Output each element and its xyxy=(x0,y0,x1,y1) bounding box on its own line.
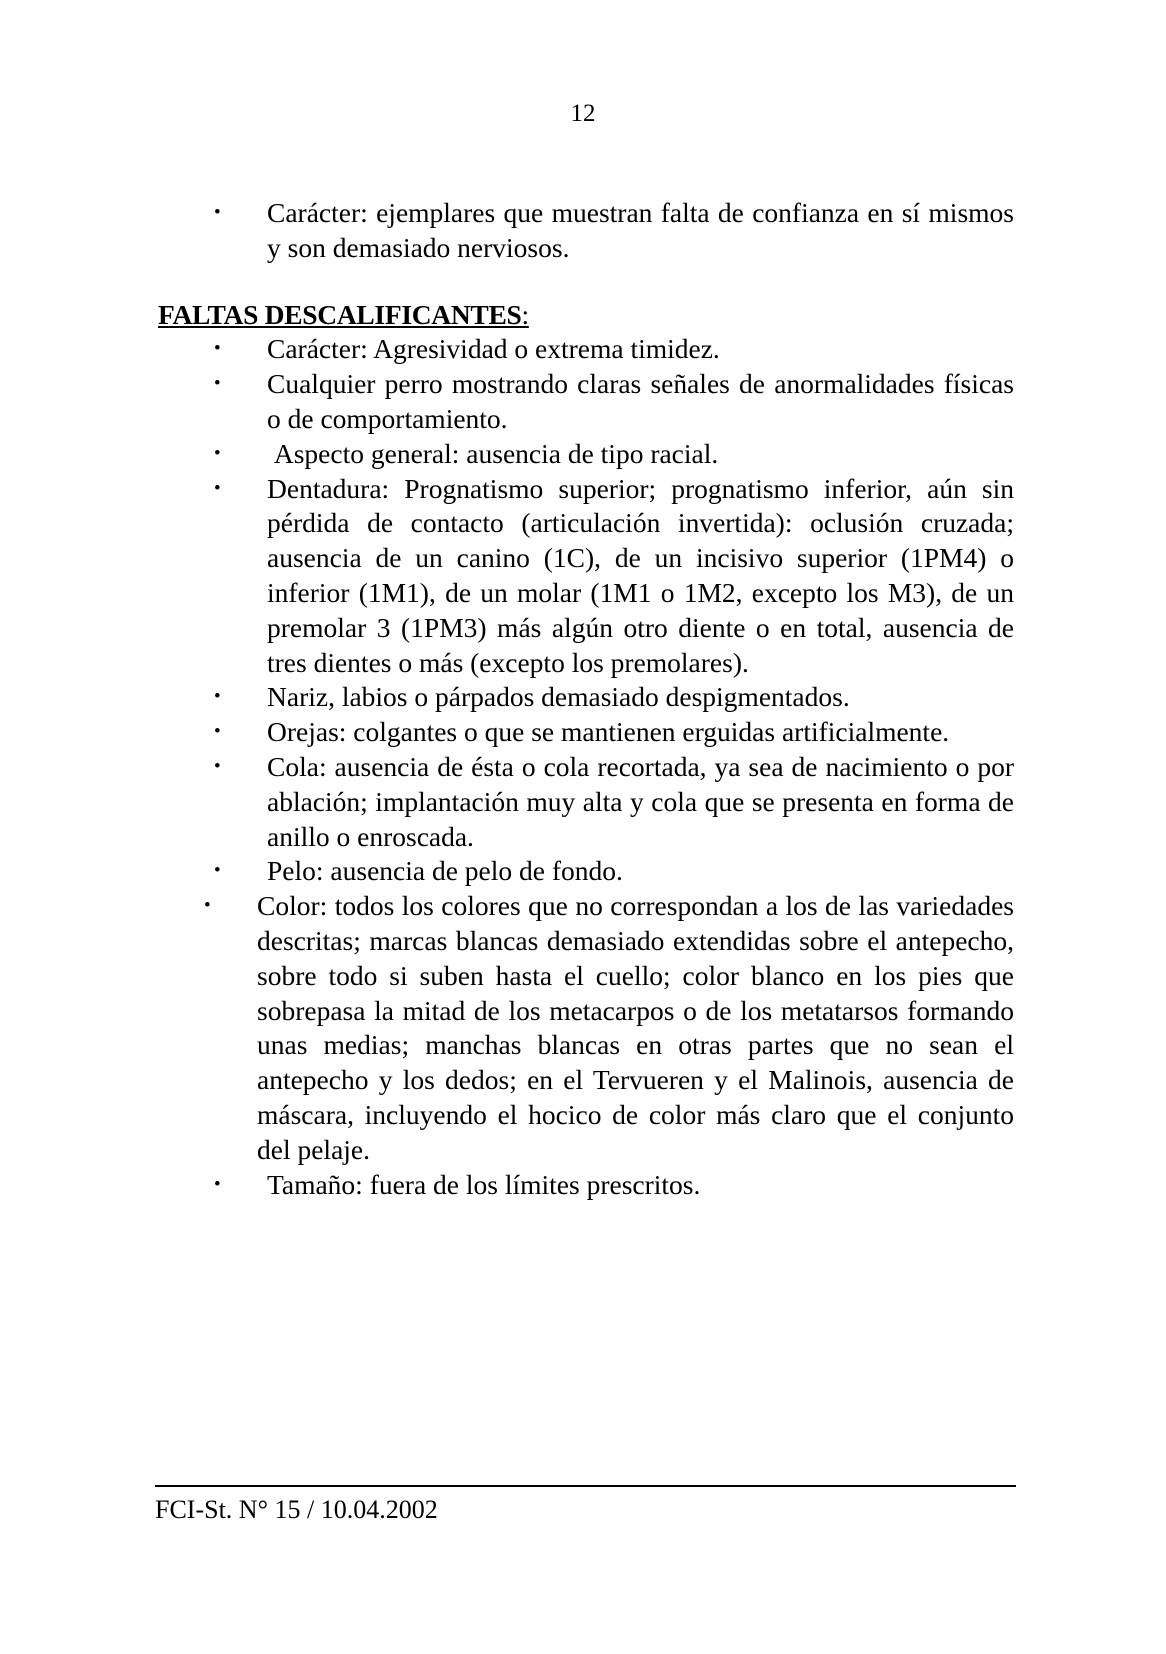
list-item xyxy=(158,854,1014,889)
footer-divider xyxy=(155,1485,1016,1487)
document-body xyxy=(158,196,1014,1202)
footer-reference: FCI-St. N° 15 / 10.04.2002 xyxy=(155,1495,438,1524)
bullet-icon: • xyxy=(214,338,221,360)
bullet-icon: • xyxy=(214,1173,221,1195)
bullet-icon: • xyxy=(214,755,221,777)
list-item xyxy=(158,367,1014,437)
list-item xyxy=(158,889,1014,1167)
list-item-text: Carácter: ejemplares que muestran falta de confianza en sí mismos y son demasiado nerviosos. xyxy=(267,197,1014,263)
disqualifying-faults-list xyxy=(158,332,1014,1202)
list-item xyxy=(158,750,1014,854)
list-item-text: Nariz, labios o párpados demasiado despigmentados. xyxy=(267,681,850,713)
list-item-text: Color: todos los colores que no correspondan a los de las variedades descritas; marcas blancas demasiado extendidas sobre el antepecho, sobre todo si suben hasta el cuello; color blanco en los pies que sobrepasa la mitad de los metacarpos o de los metatarsos formando unas medias; manchas blancas en otras partes que no sean el antepecho y los dedos; en el Tervueren y el Malinois, ausencia de máscara, incluyendo el hocico de color más claro que el conjunto del pelaje. xyxy=(257,890,1014,1165)
list-item xyxy=(158,196,1014,266)
list-item xyxy=(158,437,1014,472)
list-item-text: Tamaño: fuera de los límites prescritos. xyxy=(267,1168,701,1200)
bullet-icon: • xyxy=(204,895,211,917)
intro-list xyxy=(158,196,1014,266)
list-item-text: Orejas: colgantes o que se mantienen erguidas artificialmente. xyxy=(267,716,950,748)
list-item-text: Cualquier perro mostrando claras señales de anormalidades físicas o de comportamiento. xyxy=(267,368,1014,434)
section-heading xyxy=(158,298,1014,333)
bullet-icon: • xyxy=(214,202,221,223)
page-number: 12 xyxy=(570,100,596,127)
list-item xyxy=(158,472,1014,681)
list-item-text: Dentadura: Prognatismo superior; prognatismo inferior, aún sin pérdida de contacto (articulación invertida): oclusión cruzada; ausencia de un canino (1C), de un incisivo superior (1PM4) o inferior (1M1), de un molar (1M1 o 1M2, excepto los M3), de un premolar 3 (1PM3) más algún otro diente o en total, ausencia de tres dientes o más (excepto los premolares). xyxy=(267,472,1014,678)
list-item-text: Aspecto general: ausencia de tipo racial. xyxy=(267,437,719,469)
list-item-text: Carácter: Agresividad o extrema timidez. xyxy=(267,333,720,365)
section-heading-colon: : xyxy=(521,298,529,330)
bullet-icon: • xyxy=(214,442,221,464)
list-item-text: Pelo: ausencia de pelo de fondo. xyxy=(267,855,623,887)
bullet-icon: • xyxy=(214,477,221,499)
bullet-icon: • xyxy=(214,721,221,743)
bullet-icon: • xyxy=(214,373,221,395)
list-item xyxy=(158,1168,1014,1203)
section-heading-text: FALTAS DESCALIFICANTES xyxy=(158,298,522,330)
bullet-icon: • xyxy=(214,860,221,882)
list-item xyxy=(158,680,1014,715)
list-item xyxy=(158,332,1014,367)
list-item-text: Cola: ausencia de ésta o cola recortada, ya sea de nacimiento o por ablación; implantación muy alta y cola que se presenta en forma de anillo o enroscada. xyxy=(267,750,1014,852)
bullet-icon: • xyxy=(214,686,221,708)
list-item xyxy=(158,715,1014,750)
